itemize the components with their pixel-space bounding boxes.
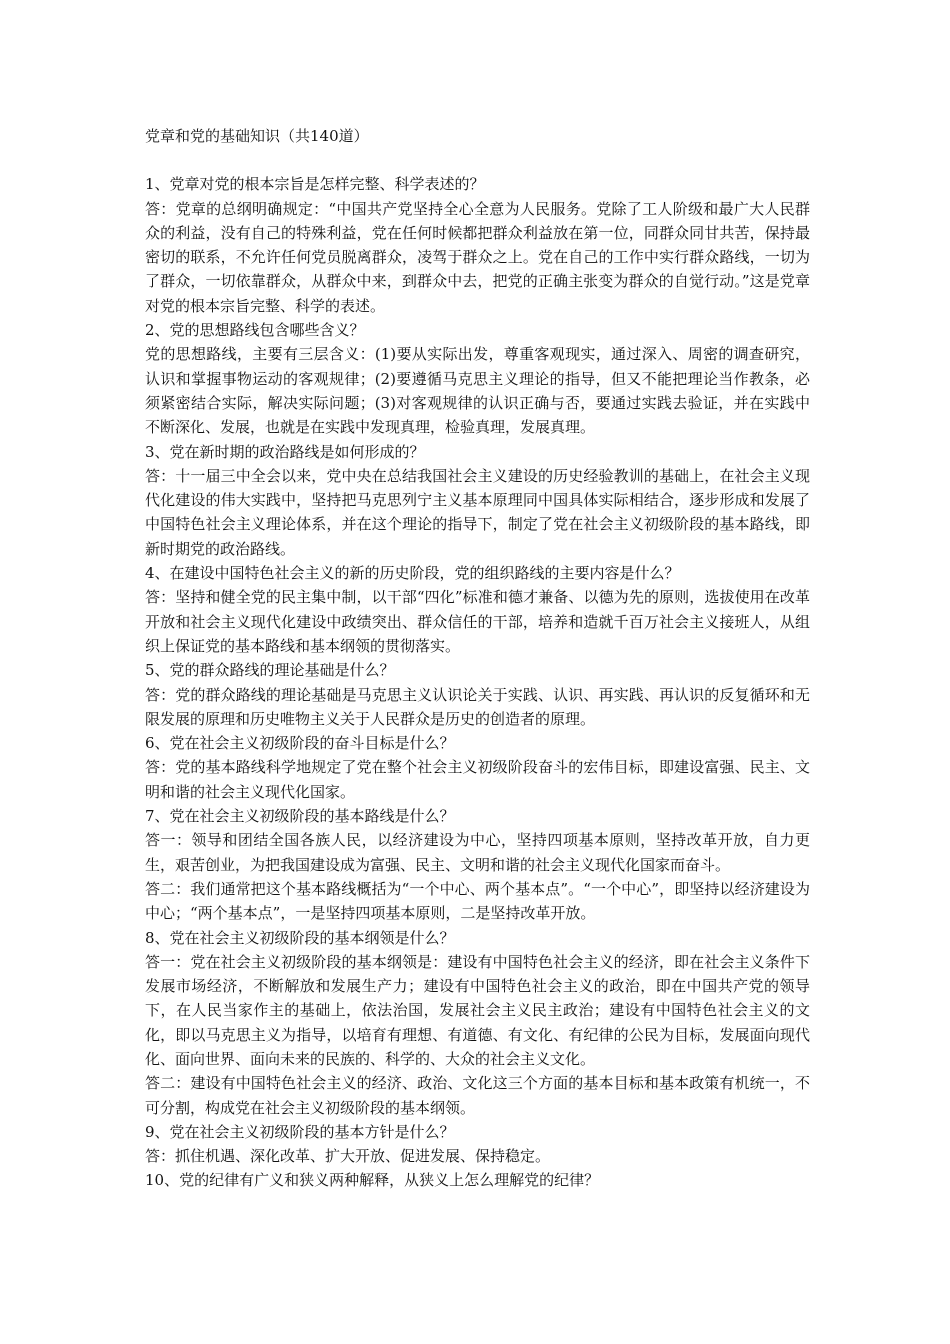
- answer-paragraph: 答：党的群众路线的理论基础是马克思主义认识论关于实践、认识、再实践、再认识的反复循环和无限发展的原理和历史唯物主义关于人民群众是历史的创造者的原理。: [145, 685, 810, 728]
- question: 4、在建设中国特色社会主义的新的历史阶段，党的组织路线的主要内容是什么？: [145, 564, 680, 583]
- document-title: 党章和党的基础知识（共140道）: [145, 127, 369, 145]
- qa-item: [145, 804, 810, 925]
- answer-paragraph: 答二：我们通常把这个基本路线概括为“一个中心、两个基本点”。“一个中心”，即坚持以经济建设为中心；“两个基本点”，一是坚持四项基本原则，二是坚持改革开放。: [145, 879, 810, 923]
- qa-item: [145, 926, 810, 1120]
- question: 5、党的群众路线的理论基础是什么？: [145, 661, 395, 680]
- qa-item: [145, 318, 810, 439]
- answer-paragraph: 答：党的基本路线科学地规定了党在整个社会主义初级阶段奋斗的宏伟目标，即建设富强、民主、文明和谐的社会主义现代化国家。: [145, 758, 810, 801]
- qa-item: [145, 561, 810, 658]
- answer-paragraph: 答：坚持和健全党的民主集中制，以干部“四化”标准和德才兼备、以德为先的原则，选拔使用在改革开放和社会主义现代化建设中政绩突出、群众信任的干部，培养和造就千百万社会主义接班人，从组织上保证党的基本路线和基本纲领的贯彻落实。: [145, 588, 810, 655]
- qa-item: [145, 1168, 810, 1192]
- answer-paragraph: 答：十一届三中全会以来，党中央在总结我国社会主义建设的历史经验教训的基础上，在社会主义现代化建设的伟大实践中，坚持把马克思列宁主义基本原理同中国具体实际相结合，逐步形成和发展了中国特色社会主义理论体系，并在这个理论的指导下，制定了党在社会主义初级阶段的基本路线，即新时期党的政治路线。: [145, 466, 810, 558]
- qa-item: [145, 1120, 810, 1169]
- document-page: [145, 124, 810, 1193]
- answer-paragraph: 答二：建设有中国特色社会主义的经济、政治、文化这三个方面的基本目标和基本政策有机统一，不可分割，构成党在社会主义初级阶段的基本纲领。: [145, 1074, 810, 1117]
- question: 10、党的纪律有广义和狭义两种解释，从狭义上怎么理解党的纪律？: [145, 1171, 600, 1190]
- question: 6、党在社会主义初级阶段的奋斗目标是什么？: [145, 734, 455, 753]
- question: 8、党在社会主义初级阶段的基本纲领是什么？: [145, 928, 455, 947]
- answer-paragraph: 答一：领导和团结全国各族人民，以经济建设为中心，坚持四项基本原则，坚持改革开放，自力更生，艰苦创业，为把我国建设成为富强、民主、文明和谐的社会主义现代化国家而奋斗。: [145, 831, 810, 874]
- question: 3、党在新时期的政治路线是如何形成的？: [145, 442, 425, 461]
- question: 1、党章对党的根本宗旨是怎样完整、科学表述的？: [145, 175, 485, 194]
- question: 7、党在社会主义初级阶段的基本路线是什么？: [145, 807, 455, 826]
- qa-item: [145, 172, 810, 318]
- question: 9、党在社会主义初级阶段的基本方针是什么？: [145, 1122, 455, 1141]
- answer-paragraph: 党的思想路线，主要有三层含义：(1)要从实际出发，尊重客观现实，通过深入、周密的调查研究，认识和掌握事物运动的客观规律；(2)要遵循马克思主义理论的指导，但又不能把理论当作教条，必须紧密结合实际，解决实际问题；(3)对客观规律的认识正确与否，要通过实践去验证，并在实践中不断深化、发展，也就是在实践中发现真理，检验真理，发展真理。: [145, 345, 810, 437]
- answer-paragraph: 答一：党在社会主义初级阶段的基本纲领是：建设有中国特色社会主义的经济，即在社会主义条件下发展市场经济，不断解放和发展生产力；建设有中国特色社会主义的政治，即在中国共产党的领导下，在人民当家作主的基础上，依法治国，发展社会主义民主政治；建设有中国特色社会主义的文化，即以马克思主义为指导，以培育有理想、有道德、有文化、有纪律的公民为目标，发展面向现代化、面向世界、面向未来的民族的、科学的、大众的社会主义文化。: [145, 952, 810, 1068]
- answer-paragraph: 答：党章的总纲明确规定：“中国共产党坚持全心全意为人民服务。党除了工人阶级和最广大人民群众的利益，没有自己的特殊利益，党在任何时候都把群众利益放在第一位，同群众同甘共苦，保持最密切的联系，不允许任何党员脱离群众，凌驾于群众之上。党在自己的工作中实行群众路线，一切为了群众，一切依靠群众，从群众中来，到群众中去，把党的正确主张变为群众的自觉行动。”这是党章对党的根本宗旨完整、科学的表述。: [145, 199, 810, 315]
- qa-item: [145, 658, 810, 731]
- answer-paragraph: 答：抓住机遇、深化改革、扩大开放、促进发展、保持稳定。: [145, 1147, 551, 1166]
- question: 2、党的思想路线包含哪些含义？: [145, 321, 365, 340]
- qa-item: [145, 440, 810, 561]
- qa-list: [145, 172, 810, 1192]
- qa-item: [145, 731, 810, 804]
